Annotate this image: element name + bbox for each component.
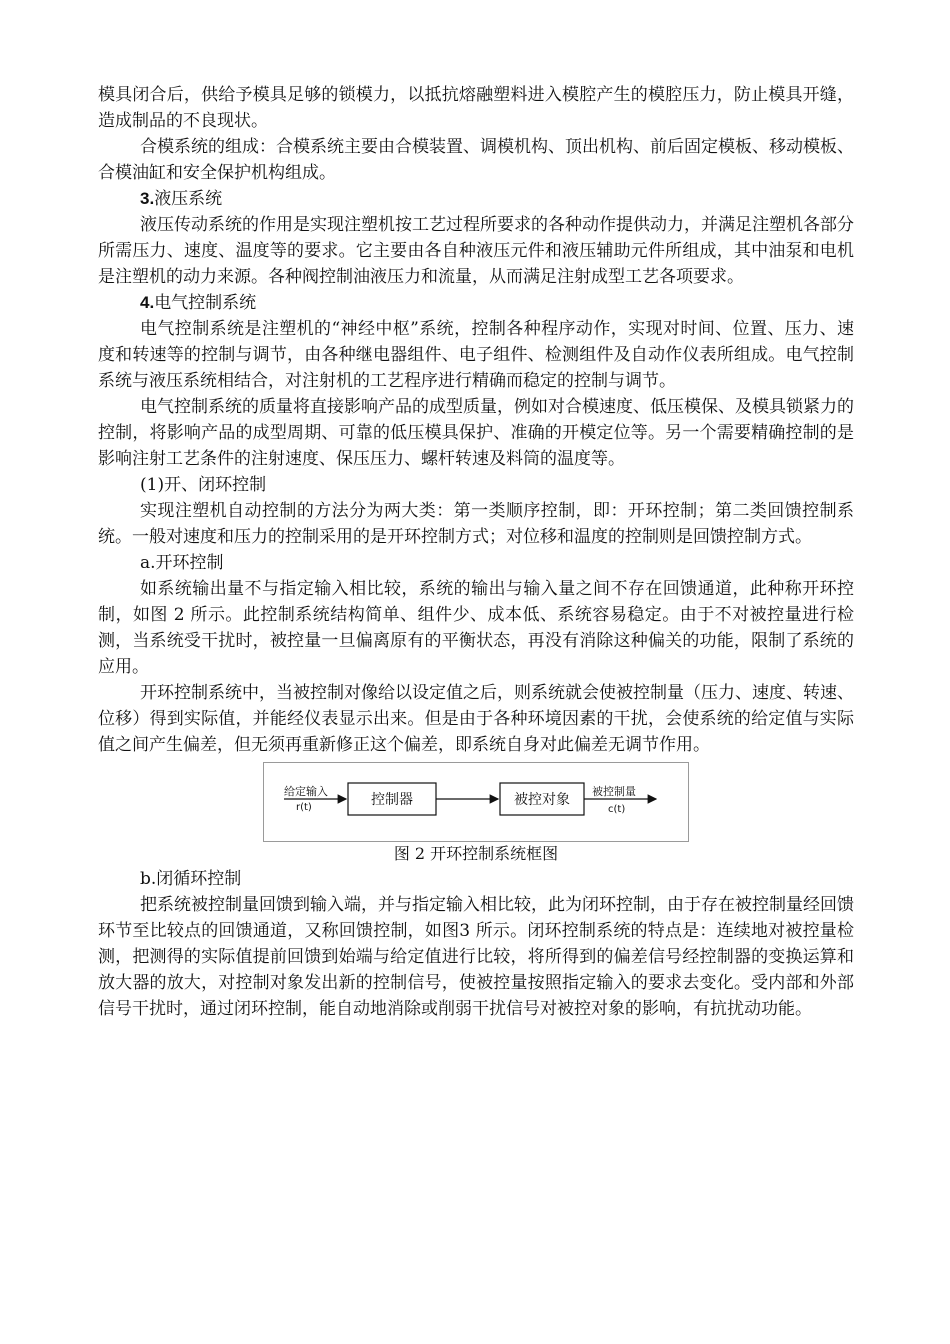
plant-label: 被控对象 [514,792,570,808]
heading-number: 3. [140,189,155,208]
controller-label: 控制器 [371,792,413,808]
paragraph-clamping-system: 合模系统的组成：合模系统主要由合模装置、调模机构、顶出机构、前后固定模板、移动模板、合模油缸和安全保护机构组成。 [98,137,854,183]
heading-number: 4. [140,293,155,312]
paragraph-closed-loop: 把系统被控制量回馈到输入端，并与指定输入相比较，此为闭环控制，由于存在被控制量经回馈环节至比较点的回馈通道，又称回馈控制，如图3 所示。闭环控制系统的特点是：连续地对被控量检测，把测得的实际值提前回馈到始端与给定值进行比较，将所得到的偏差信号经控制器的变换运算和放大器的放大，对控制对象发出新的控制信号，使被控量按照指定输入的要求去变化。受内部和外部信号干扰时，通过闭环控制，能自动地消除或削弱干扰信号对被控对象的影响，有抗扰动功能。 [98,895,854,1019]
input-symbol: r(t) [296,802,312,813]
open-loop-block-diagram [263,762,689,842]
paragraph-electrical-1: 电气控制系统是注塑机的“神经中枢”系统，控制各种程序动作，实现对时间、位置、压力、速度和转速等的控制与调节，由各种继电器组件、电子组件、检测组件及自动作仪表所组成。电气控制系统与液压系统相结合，对注射机的工艺程序进行精确而稳定的控制与调节。 [98,319,854,391]
paragraph-electrical-2: 电气控制系统的质量将直接影响产品的成型质量，例如对合模速度、低压模保、及模具锁紧力的控制，将影响产品的成型周期、可靠的低压模具保护、准确的开模定位等。另一个需要精确控制的是影响注射工艺条件的注射速度、保压压力、螺杆转速及料筒的温度等。 [98,397,854,469]
figure-caption: 图 2 开环控制系统框图 [393,844,559,863]
paragraph-mold-closing: 模具闭合后，供给予模具足够的锁模力，以抵抗熔融塑料进入模腔产生的模腔压力，防止模具开缝，造成制品的不良现状。 [98,85,854,131]
heading-open-closed-loop: (1)开、闭环控制 [140,475,267,495]
paragraph-hydraulic: 液压传动系统的作用是实现注塑机按工艺过程所要求的各种动作提供动力，并满足注塑机各部分所需压力、速度、温度等的要求。它主要由各自种液压元件和液压辅助元件所组成，其中油泵和电机是注塑机的动力来源。各种阀控制油液压力和流量，从而满足注射成型工艺各项要求。 [98,215,854,287]
heading-text: 电气控制系统 [154,293,257,313]
input-label: 给定输入 [284,785,328,798]
figure-2 [98,762,854,866]
heading-hydraulic-system [98,186,854,212]
paragraph-open-loop-1: 如系统输出量不与指定输入相比较，系统的输出与输入量之间不存在回馈通道，此种称开环控制，如图 2 所示。此控制系统结构简单、组件少、成本低、系统容易稳定。由于不对被控量进行检测，当系统受干扰时，被控量一旦偏离原有的平衡状态，再没有消除这种偏关的功能，限制了系统的应用。 [98,579,854,677]
heading-electrical-control [98,290,854,316]
paragraph-open-loop-2: 开环控制系统中，当被控制对像给以设定值之后，则系统就会使被控制量（压力、速度、转速、位移）得到实际值，并能经仪表显示出来。但是由于各种环境因素的干扰，会使系统的给定值与实际值之间产生偏差，但无须再重新修正这个偏差，即系统自身对此偏差无调节作用。 [98,683,854,755]
paragraph-control-methods: 实现注塑机自动控制的方法分为两大类：第一类顺序控制，即：开环控制；第二类回馈控制系统。一般对速度和压力的控制采用的是开环控制方式；对位移和温度的控制则是回馈控制方式。 [98,501,854,547]
output-symbol: c(t) [608,804,626,815]
output-label: 被控制量 [592,785,636,798]
heading-open-loop: a.开环控制 [140,553,224,573]
document-page [98,82,854,1022]
heading-closed-loop: b.闭循环控制 [140,869,242,889]
heading-text: 液压系统 [154,189,223,209]
block-diagram-svg [264,763,688,841]
